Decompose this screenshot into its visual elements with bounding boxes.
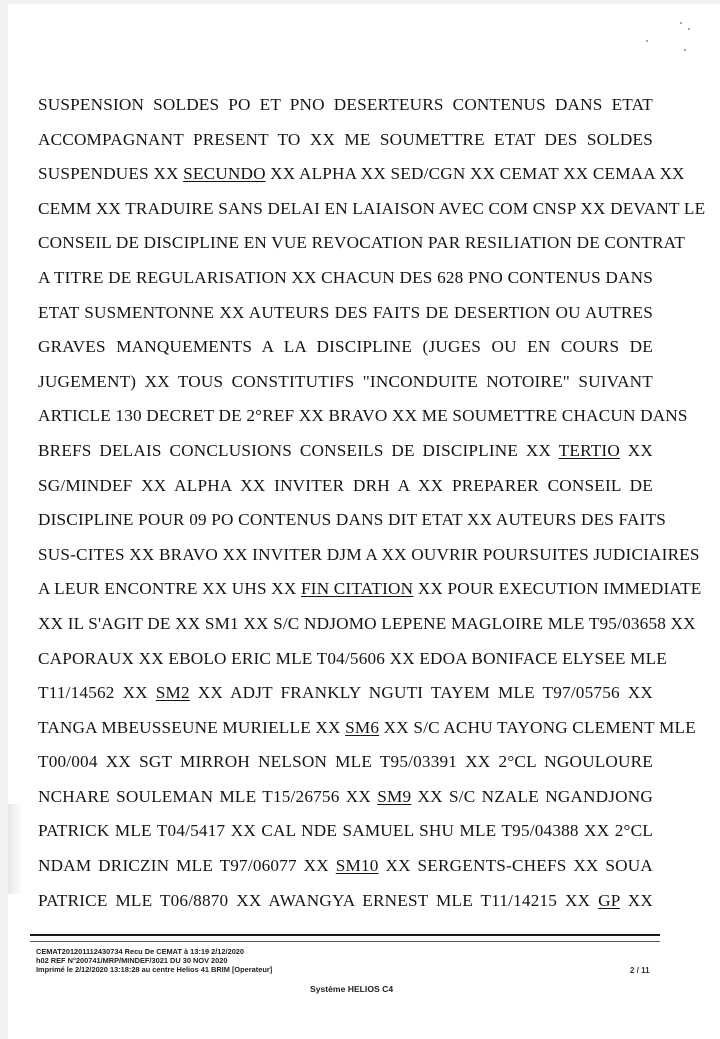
text-segment: XX SERGENTS-CHEFS XX SOUA <box>378 856 653 876</box>
text-segment: XX IL S'AGIT DE XX SM1 XX S/C NDJOMO LEPENE MAGLOIRE MLE T95/03658 XX <box>38 613 696 633</box>
underlined-keyword: SM10 <box>335 856 379 876</box>
text-segment: ACCOMPAGNANT PRESENT TO XX ME SOUMETTRE ETAT DES SOLDES <box>38 129 653 149</box>
text-line <box>38 365 653 400</box>
footer-reference-line: h02 REF N°200741/MRP/MINDEF/3021 DU 30 NOV 2020 <box>36 956 228 965</box>
text-line <box>38 538 700 573</box>
text-segment: SUSPENDUES XX <box>38 164 184 184</box>
text-line <box>38 849 653 884</box>
text-segment: T11/14562 XX <box>38 683 156 703</box>
text-line <box>38 607 696 642</box>
text-line <box>38 399 688 434</box>
text-segment: PATRICK MLE T04/5417 XX CAL NDE SAMUEL SHU MLE T95/04388 XX 2°CL <box>38 821 653 841</box>
text-segment: T00/004 XX SGT MIRROH NELSON MLE T95/03391 XX 2°CL NGOULOURE <box>38 752 653 772</box>
text-segment: JUGEMENT) XX TOUS CONSTITUTIFS "INCONDUITE NOTOIRE" SUIVANT <box>38 371 653 391</box>
text-segment: XX <box>619 440 653 460</box>
text-line <box>38 434 653 469</box>
underlined-keyword: TERTIO <box>558 440 620 460</box>
text-segment: SUS-CITES XX BRAVO XX INVITER DJM A XX OUVRIR POURSUITES JUDICIAIRES <box>38 544 700 564</box>
text-segment: XX ADJT FRANKLY NGUTI TAYEM MLE T97/05756 XX <box>189 683 653 703</box>
text-segment: CAPORAUX XX EBOLO ERIC MLE T04/5606 XX EDOA BONIFACE ELYSEE MLE <box>38 648 667 668</box>
text-segment: NCHARE SOULEMAN MLE T15/26756 XX <box>38 786 378 806</box>
text-line <box>38 642 667 677</box>
text-segment: ETAT SUSMENTONNE XX AUTEURS DES FAITS DE DESERTION OU AUTRES <box>38 302 653 322</box>
text-line <box>38 676 653 711</box>
text-line <box>38 814 653 849</box>
text-line <box>38 711 696 746</box>
underlined-keyword: GP <box>598 890 620 910</box>
text-line <box>38 296 653 331</box>
text-line <box>38 780 653 815</box>
underlined-keyword: SM9 <box>377 786 412 806</box>
message-body <box>38 88 706 918</box>
system-label: Système HELIOS C4 <box>310 984 394 994</box>
text-line <box>38 226 686 261</box>
text-segment: XX S/C NZALE NGANDJONG <box>411 786 653 806</box>
underlined-keyword: SECUNDO <box>183 164 266 184</box>
text-line <box>38 503 667 538</box>
text-line <box>38 572 702 607</box>
text-segment: XX <box>619 890 653 910</box>
text-line <box>38 330 653 365</box>
text-segment: CEMM XX TRADUIRE SANS DELAI EN LAIAISON AVEC COM CNSP XX DEVANT LE <box>38 198 706 218</box>
text-segment: PATRICE MLE T06/8870 XX AWANGYA ERNEST MLE T11/14215 XX <box>38 890 599 910</box>
text-segment: DISCIPLINE POUR 09 PO CONTENUS DANS DIT ETAT XX AUTEURS DES FAITS <box>38 510 667 530</box>
text-segment: XX POUR EXECUTION IMMEDIATE <box>413 579 702 599</box>
underlined-keyword: SM6 <box>345 717 380 737</box>
text-segment: SG/MINDEF XX ALPHA XX INVITER DRH A XX PREPARER CONSEIL DE <box>38 475 653 495</box>
text-segment: XX ALPHA XX SED/CGN XX CEMAT XX CEMAA XX <box>265 164 685 184</box>
text-line <box>38 745 653 780</box>
text-segment: BREFS DELAIS CONCLUSIONS CONSEILS DE DISCIPLINE XX <box>38 440 559 460</box>
text-segment: A TITRE DE REGULARISATION XX CHACUN DES 628 PNO CONTENUS DANS <box>38 267 653 287</box>
page-number: 2 / 11 <box>630 966 650 975</box>
text-segment: A LEUR ENCONTRE XX UHS XX <box>38 579 302 599</box>
footer-printed-line: Imprimé le 2/12/2020 13:18:28 au centre Helios 41 BRIM [Operateur] <box>36 965 273 974</box>
text-line <box>38 157 685 192</box>
document-page <box>8 4 720 1039</box>
text-line <box>38 123 653 158</box>
text-line <box>38 469 653 504</box>
text-segment: CONSEIL DE DISCIPLINE EN VUE REVOCATION PAR RESILIATION DE CONTRAT <box>38 233 686 253</box>
footer-rule-thin <box>30 941 660 942</box>
text-line <box>38 88 653 123</box>
text-line <box>38 192 706 227</box>
text-segment: TANGA MBEUSSEUNE MURIELLE XX <box>38 717 346 737</box>
text-segment: ARTICLE 130 DECRET DE 2°REF XX BRAVO XX ME SOUMETTRE CHACUN DANS <box>38 406 688 426</box>
footer-receipt-line: CEMAT201201112430734 Recu De CEMAT à 13:19 2/12/2020 <box>36 947 245 956</box>
text-line <box>38 261 653 296</box>
text-line <box>38 884 653 919</box>
text-segment: SUSPENSION SOLDES PO ET PNO DESERTEURS CONTENUS DANS ETAT <box>38 95 653 114</box>
text-segment: GRAVES MANQUEMENTS A LA DISCIPLINE (JUGES OU EN COURS DE <box>38 337 653 357</box>
underlined-keyword: SM2 <box>155 683 190 703</box>
underlined-keyword: FIN CITATION <box>301 579 414 599</box>
text-segment: NDAM DRICZIN MLE T97/06077 XX <box>38 856 336 876</box>
text-segment: XX S/C ACHU TAYONG CLEMENT MLE <box>379 717 696 737</box>
scan-edge-shadow <box>8 804 22 894</box>
footer-rule-thick <box>30 934 660 936</box>
